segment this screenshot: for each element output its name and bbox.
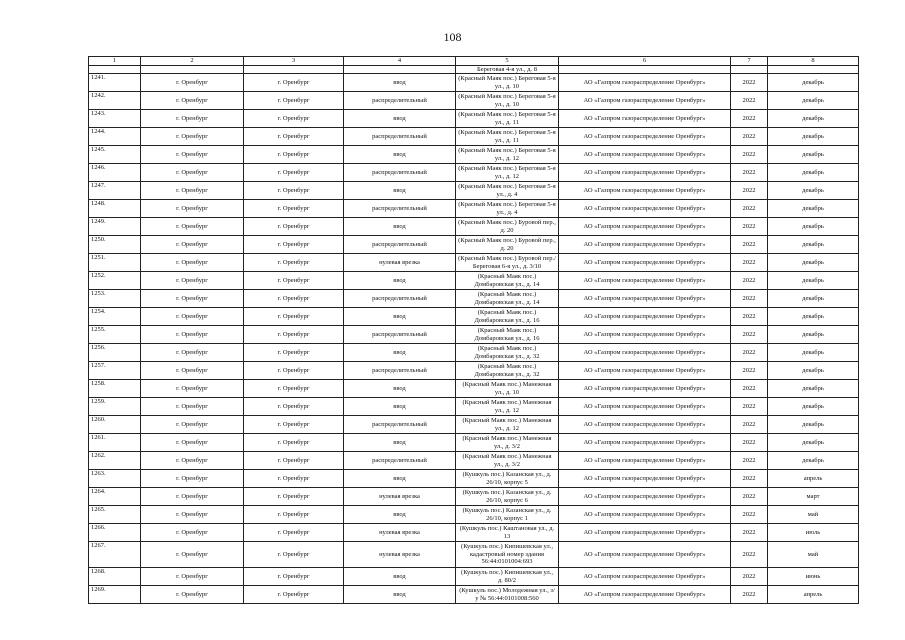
year-cell: 2022 — [731, 470, 768, 488]
settlement-cell: г. Оренбург — [141, 344, 244, 362]
organization-cell: АО «Газпром газораспределение Оренбург» — [559, 524, 731, 542]
settlement-cell: г. Оренбург — [141, 488, 244, 506]
year-cell: 2022 — [731, 524, 768, 542]
object-type-cell: ввод — [344, 344, 456, 362]
table-row — [89, 200, 859, 218]
locality-cell: г. Оренбург — [244, 146, 344, 164]
row-number-cell: 1244. — [89, 128, 141, 146]
locality-cell: г. Оренбург — [244, 488, 344, 506]
address-cell: (Кушкуль пос.) Молодежная ул., з/у № 56:44:0101008:560 — [456, 586, 559, 604]
object-type-cell: ввод — [344, 586, 456, 604]
row-number-cell: 1243. — [89, 110, 141, 128]
address-cell: (Красный Маяк пос.) Береговая 5-я ул., д. 4 — [456, 182, 559, 200]
month-cell: декабрь — [768, 254, 859, 272]
organization-cell: АО «Газпром газораспределение Оренбург» — [559, 200, 731, 218]
locality-cell: г. Оренбург — [244, 434, 344, 452]
settlement-cell: г. Оренбург — [141, 92, 244, 110]
settlement-cell: г. Оренбург — [141, 434, 244, 452]
row-number-cell: 1241. — [89, 74, 141, 92]
organization-cell: АО «Газпром газораспределение Оренбург» — [559, 542, 731, 568]
header-cell: 2 — [141, 57, 244, 66]
object-type-cell: ввод — [344, 568, 456, 586]
settlement-cell: г. Оренбург — [141, 586, 244, 604]
address-cell: (Красный Маяк пос.) Береговая 5-я ул., д. 10 — [456, 74, 559, 92]
object-type-cell: распределительный — [344, 290, 456, 308]
year-cell: 2022 — [731, 236, 768, 254]
settlement-cell: г. Оренбург — [141, 254, 244, 272]
header-cell: 5 — [456, 57, 559, 66]
object-type-cell: ввод — [344, 110, 456, 128]
table-row — [89, 416, 859, 434]
locality-cell: г. Оренбург — [244, 524, 344, 542]
month-cell: декабрь — [768, 272, 859, 290]
address-cell: (Красный Маяк пос.) Домбаровская ул., д. 14 — [456, 272, 559, 290]
locality-cell: г. Оренбург — [244, 236, 344, 254]
month-cell: апрель — [768, 586, 859, 604]
object-type-cell: распределительный — [344, 362, 456, 380]
month-cell: июль — [768, 524, 859, 542]
address-cell: (Красный Маяк пос.) Буровой пер./Береговая 6-я ул., д. 3/10 — [456, 254, 559, 272]
object-type-cell: распределительный — [344, 236, 456, 254]
organization-cell: АО «Газпром газораспределение Оренбург» — [559, 506, 731, 524]
month-cell: декабрь — [768, 74, 859, 92]
object-type-cell: ввод — [344, 74, 456, 92]
row-number-cell: 1260. — [89, 416, 141, 434]
month-cell: декабрь — [768, 164, 859, 182]
year-cell: 2022 — [731, 182, 768, 200]
row-number-cell: 1264. — [89, 488, 141, 506]
settlement-cell: г. Оренбург — [141, 398, 244, 416]
year-cell: 2022 — [731, 452, 768, 470]
settlement-cell: г. Оренбург — [141, 416, 244, 434]
table-row — [89, 326, 859, 344]
year-cell: 2022 — [731, 92, 768, 110]
locality-cell: г. Оренбург — [244, 200, 344, 218]
settlement-cell: г. Оренбург — [141, 326, 244, 344]
table-row — [89, 254, 859, 272]
row-number-cell: 1266. — [89, 524, 141, 542]
settlement-cell: г. Оренбург — [141, 524, 244, 542]
organization-cell: АО «Газпром газораспределение Оренбург» — [559, 92, 731, 110]
table-row — [89, 128, 859, 146]
organization-cell: АО «Газпром газораспределение Оренбург» — [559, 236, 731, 254]
year-cell: 2022 — [731, 146, 768, 164]
row-number-cell: 1246. — [89, 164, 141, 182]
organization-cell: АО «Газпром газораспределение Оренбург» — [559, 416, 731, 434]
settlement-cell: г. Оренбург — [141, 308, 244, 326]
locality-cell: г. Оренбург — [244, 182, 344, 200]
locality-cell: г. Оренбург — [244, 254, 344, 272]
month-cell: март — [768, 488, 859, 506]
table-row — [89, 182, 859, 200]
month-cell: июнь — [768, 568, 859, 586]
address-cell: (Красный Маяк пос.) Манежная ул., д. 10 — [456, 380, 559, 398]
settlement-cell: г. Оренбург — [141, 506, 244, 524]
header-cell: 4 — [344, 57, 456, 66]
row-number-cell: 1258. — [89, 380, 141, 398]
address-cell: (Красный Маяк пос.) Манежная ул., д. 3/2 — [456, 452, 559, 470]
address-cell: (Красный Маяк пос.) Береговая 5-я ул., д. 11 — [456, 128, 559, 146]
year-cell: 2022 — [731, 272, 768, 290]
month-cell: декабрь — [768, 200, 859, 218]
address-cell: (Красный Маяк пос.) Манежная ул., д. 12 — [456, 416, 559, 434]
row-number-cell: 1245. — [89, 146, 141, 164]
settlement-cell: г. Оренбург — [141, 218, 244, 236]
object-type-cell: ввод — [344, 182, 456, 200]
row-number-cell: 1268. — [89, 568, 141, 586]
month-cell: декабрь — [768, 452, 859, 470]
object-type-cell: нулевая врезка — [344, 524, 456, 542]
year-cell: 2022 — [731, 416, 768, 434]
organization-cell: АО «Газпром газораспределение Оренбург» — [559, 362, 731, 380]
header-cell: 3 — [244, 57, 344, 66]
object-type-cell: ввод — [344, 380, 456, 398]
year-cell: 2022 — [731, 344, 768, 362]
row-number-cell: 1247. — [89, 182, 141, 200]
continued-address: Береговая 4-я ул., д. 8 — [456, 65, 559, 74]
row-number-cell: 1249. — [89, 218, 141, 236]
row-number-cell: 1248. — [89, 200, 141, 218]
object-type-cell: ввод — [344, 308, 456, 326]
table-row — [89, 92, 859, 110]
settlement-cell: г. Оренбург — [141, 362, 244, 380]
row-number-cell: 1251. — [89, 254, 141, 272]
table-row — [89, 164, 859, 182]
organization-cell: АО «Газпром газораспределение Оренбург» — [559, 290, 731, 308]
year-cell: 2022 — [731, 128, 768, 146]
header-cell: 8 — [768, 57, 859, 66]
object-type-cell: распределительный — [344, 92, 456, 110]
year-cell: 2022 — [731, 488, 768, 506]
locality-cell: г. Оренбург — [244, 452, 344, 470]
year-cell: 2022 — [731, 326, 768, 344]
month-cell: декабрь — [768, 308, 859, 326]
locality-cell: г. Оренбург — [244, 380, 344, 398]
year-cell: 2022 — [731, 586, 768, 604]
address-cell: (Красный Маяк пос.) Береговая 5-я ул., д. 4 — [456, 200, 559, 218]
year-cell: 2022 — [731, 568, 768, 586]
settlement-cell: г. Оренбург — [141, 74, 244, 92]
locality-cell: г. Оренбург — [244, 398, 344, 416]
month-cell: декабрь — [768, 128, 859, 146]
organization-cell: АО «Газпром газораспределение Оренбург» — [559, 398, 731, 416]
organization-cell: АО «Газпром газораспределение Оренбург» — [559, 380, 731, 398]
page-number: 108 — [443, 30, 462, 44]
settlement-cell: г. Оренбург — [141, 380, 244, 398]
year-cell: 2022 — [731, 164, 768, 182]
row-number-cell: 1242. — [89, 92, 141, 110]
object-type-cell: ввод — [344, 398, 456, 416]
locality-cell: г. Оренбург — [244, 568, 344, 586]
address-cell: (Красный Маяк пос.) Береговая 5-я ул., д. 12 — [456, 164, 559, 182]
address-cell: (Красный Маяк пос.) Домбаровская ул., д. 16 — [456, 308, 559, 326]
row-number-cell: 1263. — [89, 470, 141, 488]
month-cell: декабрь — [768, 326, 859, 344]
table-row — [89, 452, 859, 470]
address-cell: (Кушкуль пос.) Каштановая ул., д. 13 — [456, 524, 559, 542]
organization-cell: АО «Газпром газораспределение Оренбург» — [559, 586, 731, 604]
locality-cell: г. Оренбург — [244, 308, 344, 326]
address-cell: (Красный Маяк пос.) Буровой пер., д. 20 — [456, 218, 559, 236]
settlement-cell: г. Оренбург — [141, 164, 244, 182]
month-cell: декабрь — [768, 290, 859, 308]
table-row — [89, 236, 859, 254]
year-cell: 2022 — [731, 398, 768, 416]
locality-cell: г. Оренбург — [244, 164, 344, 182]
locality-cell: г. Оренбург — [244, 344, 344, 362]
table-row — [89, 568, 859, 586]
year-cell: 2022 — [731, 542, 768, 568]
month-cell: декабрь — [768, 362, 859, 380]
row-number-cell: 1252. — [89, 272, 141, 290]
organization-cell: АО «Газпром газораспределение Оренбург» — [559, 272, 731, 290]
locality-cell: г. Оренбург — [244, 110, 344, 128]
organization-cell: АО «Газпром газораспределение Оренбург» — [559, 308, 731, 326]
table-row — [89, 380, 859, 398]
year-cell: 2022 — [731, 434, 768, 452]
settlement-cell: г. Оренбург — [141, 146, 244, 164]
locality-cell: г. Оренбург — [244, 272, 344, 290]
address-cell: (Красный Маяк пос.) Манежная ул., д. 3/2 — [456, 434, 559, 452]
object-type-cell: распределительный — [344, 452, 456, 470]
month-cell: декабрь — [768, 398, 859, 416]
table-row — [89, 110, 859, 128]
locality-cell: г. Оренбург — [244, 362, 344, 380]
organization-cell: АО «Газпром газораспределение Оренбург» — [559, 110, 731, 128]
object-type-cell: распределительный — [344, 200, 456, 218]
header-cell: 7 — [731, 57, 768, 66]
settlement-cell: г. Оренбург — [141, 470, 244, 488]
organization-cell: АО «Газпром газораспределение Оренбург» — [559, 452, 731, 470]
month-cell: декабрь — [768, 416, 859, 434]
row-number-cell: 1255. — [89, 326, 141, 344]
year-cell: 2022 — [731, 110, 768, 128]
locality-cell: г. Оренбург — [244, 218, 344, 236]
header-cell: 6 — [559, 57, 731, 66]
object-type-cell: ввод — [344, 218, 456, 236]
year-cell: 2022 — [731, 200, 768, 218]
row-number-cell: 1265. — [89, 506, 141, 524]
organization-cell: АО «Газпром газораспределение Оренбург» — [559, 254, 731, 272]
object-type-cell: распределительный — [344, 164, 456, 182]
object-type-cell: ввод — [344, 146, 456, 164]
table-row — [89, 218, 859, 236]
address-cell: (Красный Маяк пос.) Буровой пер., д. 20 — [456, 236, 559, 254]
object-type-cell: распределительный — [344, 326, 456, 344]
month-cell: май — [768, 506, 859, 524]
row-number-cell: 1257. — [89, 362, 141, 380]
organization-cell: АО «Газпром газораспределение Оренбург» — [559, 344, 731, 362]
month-cell: декабрь — [768, 218, 859, 236]
object-type-cell: ввод — [344, 434, 456, 452]
row-number-cell: 1261. — [89, 434, 141, 452]
object-type-cell: распределительный — [344, 128, 456, 146]
year-cell: 2022 — [731, 218, 768, 236]
address-cell: (Красный Маяк пос.) Манежная ул., д. 12 — [456, 398, 559, 416]
locality-cell: г. Оренбург — [244, 506, 344, 524]
year-cell: 2022 — [731, 254, 768, 272]
organization-cell: АО «Газпром газораспределение Оренбург» — [559, 470, 731, 488]
table-row — [89, 542, 859, 568]
year-cell: 2022 — [731, 290, 768, 308]
row-number-cell: 1256. — [89, 344, 141, 362]
table-row — [89, 74, 859, 92]
table-row — [89, 308, 859, 326]
year-cell: 2022 — [731, 362, 768, 380]
object-type-cell: ввод — [344, 272, 456, 290]
address-cell: (Красный Маяк пос.) Домбаровская ул., д. 16 — [456, 326, 559, 344]
table-row — [89, 398, 859, 416]
locality-cell: г. Оренбург — [244, 416, 344, 434]
row-number-cell: 1262. — [89, 452, 141, 470]
table-row — [89, 434, 859, 452]
row-number-cell: 1253. — [89, 290, 141, 308]
header-cell: 1 — [89, 57, 141, 66]
organization-cell: АО «Газпром газораспределение Оренбург» — [559, 146, 731, 164]
locality-cell: г. Оренбург — [244, 128, 344, 146]
address-cell: (Кушкуль пос.) Кипишевская ул., кадастровый номер здания 56:44:0101004:693 — [456, 542, 559, 568]
object-type-cell: нулевая врезка — [344, 254, 456, 272]
object-type-cell: ввод — [344, 506, 456, 524]
table-row — [89, 344, 859, 362]
address-cell: (Красный Маяк пос.) Домбаровская ул., д. 32 — [456, 362, 559, 380]
row-number-cell: 1259. — [89, 398, 141, 416]
settlement-cell: г. Оренбург — [141, 290, 244, 308]
settlement-cell: г. Оренбург — [141, 452, 244, 470]
row-number-cell: 1267. — [89, 542, 141, 568]
locality-cell: г. Оренбург — [244, 326, 344, 344]
locality-cell: г. Оренбург — [244, 470, 344, 488]
settlement-cell: г. Оренбург — [141, 128, 244, 146]
organization-cell: АО «Газпром газораспределение Оренбург» — [559, 182, 731, 200]
settlement-cell: г. Оренбург — [141, 236, 244, 254]
gas-works-table — [88, 56, 859, 604]
year-cell: 2022 — [731, 74, 768, 92]
row-number-cell: 1250. — [89, 236, 141, 254]
settlement-cell: г. Оренбург — [141, 272, 244, 290]
table-row — [89, 272, 859, 290]
organization-cell: АО «Газпром газораспределение Оренбург» — [559, 164, 731, 182]
table-row — [89, 586, 859, 604]
organization-cell: АО «Газпром газораспределение Оренбург» — [559, 218, 731, 236]
settlement-cell: г. Оренбург — [141, 200, 244, 218]
settlement-cell: г. Оренбург — [141, 542, 244, 568]
row-number-cell: 1254. — [89, 308, 141, 326]
object-type-cell: ввод — [344, 470, 456, 488]
month-cell: декабрь — [768, 434, 859, 452]
organization-cell: АО «Газпром газораспределение Оренбург» — [559, 434, 731, 452]
locality-cell: г. Оренбург — [244, 290, 344, 308]
address-cell: (Красный Маяк пос.) Береговая 5-я ул., д. 12 — [456, 146, 559, 164]
address-cell: (Красный Маяк пос.) Домбаровская ул., д. 14 — [456, 290, 559, 308]
table-row — [89, 470, 859, 488]
table-row — [89, 146, 859, 164]
month-cell: май — [768, 542, 859, 568]
year-cell: 2022 — [731, 506, 768, 524]
settlement-cell: г. Оренбург — [141, 110, 244, 128]
month-cell: апрель — [768, 470, 859, 488]
continued-row — [89, 65, 859, 74]
locality-cell: г. Оренбург — [244, 542, 344, 568]
object-type-cell: нулевая врезка — [344, 488, 456, 506]
table-row — [89, 488, 859, 506]
organization-cell: АО «Газпром газораспределение Оренбург» — [559, 568, 731, 586]
object-type-cell: нулевая врезка — [344, 542, 456, 568]
organization-cell: АО «Газпром газораспределение Оренбург» — [559, 488, 731, 506]
year-cell: 2022 — [731, 380, 768, 398]
table-row — [89, 290, 859, 308]
address-cell: (Кушкуль пос.) Кипишевская ул., д. 80/2 — [456, 568, 559, 586]
address-cell: (Красный Маяк пос.) Домбаровская ул., д. 32 — [456, 344, 559, 362]
settlement-cell: г. Оренбург — [141, 568, 244, 586]
settlement-cell: г. Оренбург — [141, 182, 244, 200]
month-cell: декабрь — [768, 182, 859, 200]
address-cell: (Кушкуль пос.) Казанская ул., д. 26/10, корпус 6 — [456, 488, 559, 506]
month-cell: декабрь — [768, 380, 859, 398]
table-row — [89, 524, 859, 542]
address-cell: (Красный Маяк пос.) Береговая 5-я ул., д. 10 — [456, 92, 559, 110]
address-cell: (Кушкуль пос.) Казанская ул., д. 26/10, корпус 1 — [456, 506, 559, 524]
locality-cell: г. Оренбург — [244, 74, 344, 92]
month-cell: декабрь — [768, 110, 859, 128]
year-cell: 2022 — [731, 308, 768, 326]
row-number-cell: 1269. — [89, 586, 141, 604]
table-row — [89, 362, 859, 380]
month-cell: декабрь — [768, 146, 859, 164]
organization-cell: АО «Газпром газораспределение Оренбург» — [559, 326, 731, 344]
organization-cell: АО «Газпром газораспределение Оренбург» — [559, 128, 731, 146]
month-cell: декабрь — [768, 344, 859, 362]
month-cell: декабрь — [768, 92, 859, 110]
address-cell: (Красный Маяк пос.) Береговая 5-я ул., д. 11 — [456, 110, 559, 128]
month-cell: декабрь — [768, 236, 859, 254]
organization-cell: АО «Газпром газораспределение Оренбург» — [559, 74, 731, 92]
table-row — [89, 506, 859, 524]
object-type-cell: распределительный — [344, 416, 456, 434]
address-cell: (Кушкуль пос.) Казанская ул., д. 26/10, корпус 5 — [456, 470, 559, 488]
locality-cell: г. Оренбург — [244, 586, 344, 604]
locality-cell: г. Оренбург — [244, 92, 344, 110]
header-row — [89, 57, 859, 66]
